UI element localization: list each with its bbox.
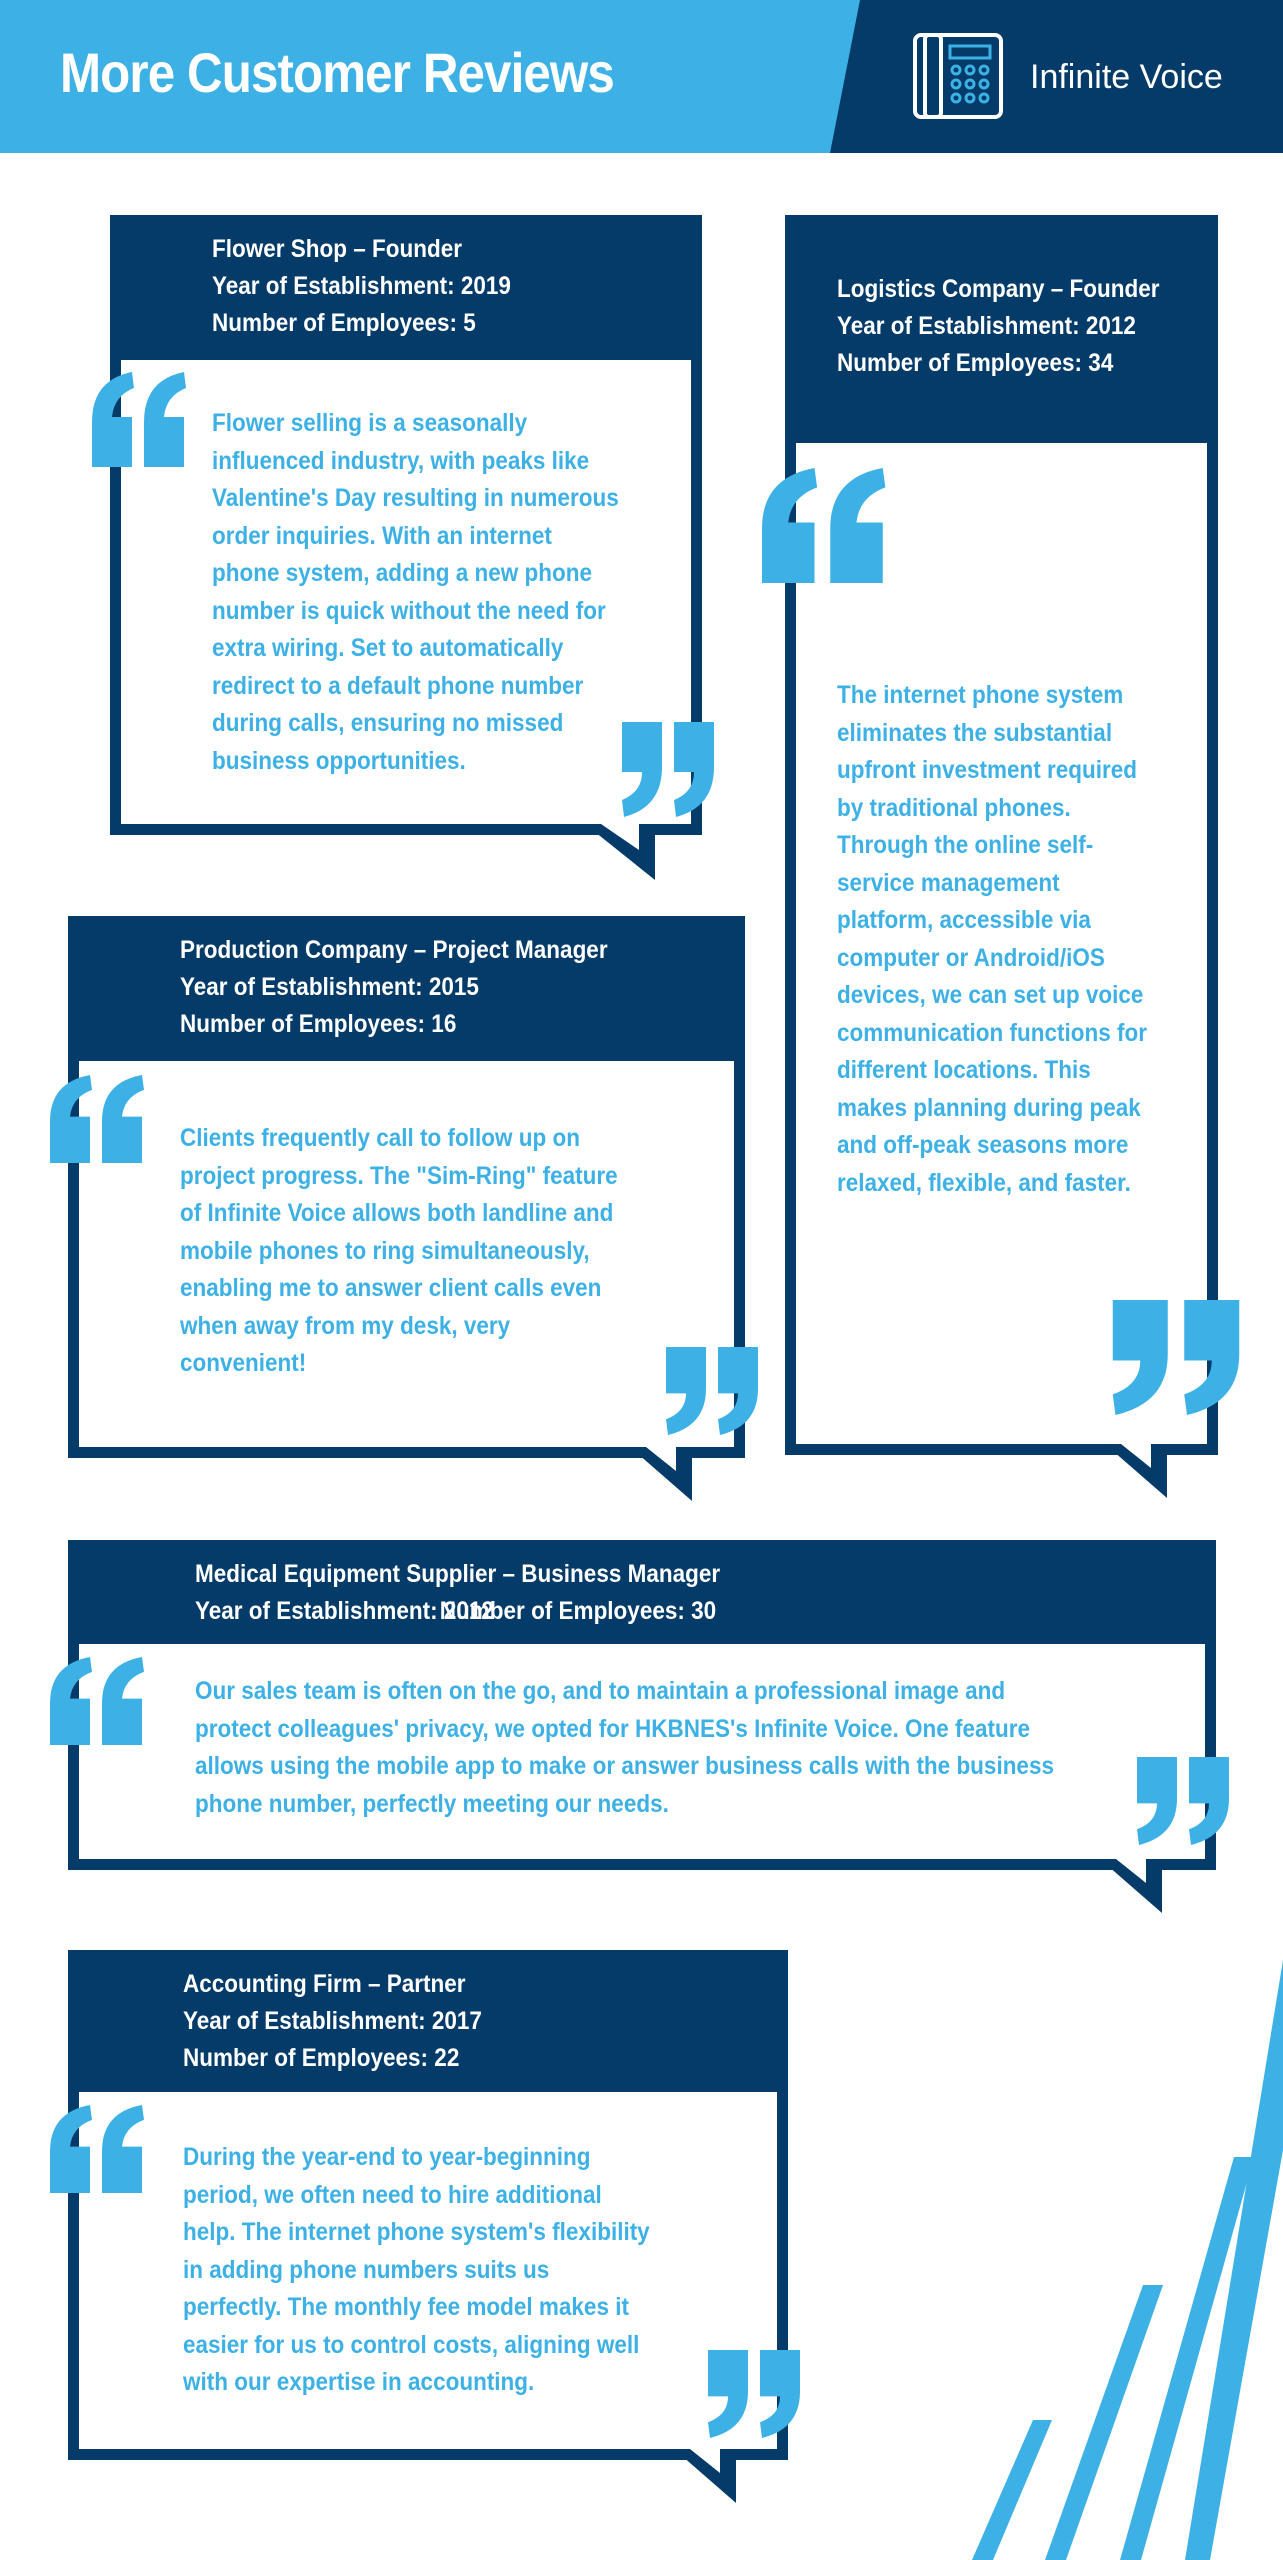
- employee-count: Number of Employees: 22: [183, 2044, 460, 2072]
- desk-phone-icon: [912, 32, 1004, 120]
- speech-tail: [585, 824, 655, 880]
- brand-name: Infinite Voice: [1030, 58, 1223, 96]
- open-quote-icon: [50, 1657, 146, 1745]
- review-quote: Clients frequently call to follow up on project progress. The "Sim-Ring" feature of Infinite Voice allows both landline and mobile phones to ring simultaneously, enabling me to answer client calls even when away from my desk, very convenient!: [180, 1124, 618, 1377]
- close-quote-icon: [1135, 1757, 1231, 1845]
- review-quote: During the year-end to year-beginning period, we often need to hire additional help. The internet phone system's flexibility in adding phone numbers suits us perfectly. The monthly fee model makes it easier for us to control costs, aligning well with our expertise in accounting.: [183, 2143, 650, 2396]
- close-quote-icon: [664, 1347, 760, 1435]
- open-quote-icon: [92, 372, 188, 467]
- review-quote: Flower selling is a seasonally influenced industry, with peaks like Valentine's Day resulting in numerous order inquiries. With an internet phone system, adding a new phone number is quick without the need for extra wiring. Set to automatically redirect to a default phone number during calls, ensuring no missed business opportunities.: [212, 409, 619, 775]
- open-quote-icon: [762, 468, 888, 583]
- reviewer-info: [195, 1556, 720, 1630]
- reviewer-info: [180, 932, 608, 1043]
- speech-tail: [1100, 1859, 1162, 1913]
- reviewer-role: Logistics Company – Founder: [837, 275, 1160, 303]
- reviewer-info: [183, 1966, 482, 2077]
- reviewer-role: Medical Equipment Supplier – Business Manager: [195, 1560, 721, 1588]
- review-quote: The internet phone system eliminates the substantial upfront investment required by traditional phones. Through the online self-service management platform, accessible via computer or Android/iOS devices, we can set up voice communication functions for different locations. This makes planning during peak and off-peak seasons more relaxed, flexible, and faster.: [837, 681, 1148, 1197]
- speech-tail: [630, 1447, 692, 1501]
- reviewer-info: [837, 271, 1160, 382]
- reviewer-info: [212, 231, 511, 342]
- open-quote-icon: [50, 1075, 146, 1163]
- close-quote-icon: [1110, 1300, 1242, 1415]
- speech-tail: [674, 2449, 736, 2503]
- establishment-year: Year of Establishment: 2012: [837, 312, 1136, 340]
- reviewer-role: Production Company – Project Manager: [180, 936, 608, 964]
- reviewer-role: Flower Shop – Founder: [212, 235, 463, 263]
- employee-count: Number of Employees: 34: [837, 349, 1114, 377]
- close-quote-icon: [620, 722, 716, 817]
- speech-tail: [1105, 1444, 1167, 1498]
- page-title: More Customer Reviews: [60, 41, 614, 104]
- reviewer-role: Accounting Firm – Partner: [183, 1970, 466, 1998]
- decorative-stripes: [960, 1960, 1283, 2560]
- establishment-year: Year of Establishment: 2019: [212, 272, 511, 300]
- close-quote-icon: [706, 2350, 802, 2438]
- review-quote: Our sales team is often on the go, and to maintain a professional image and protect colleagues' privacy, we opted for HKBNES's Infinite Voice. One feature allows using the mobile app to make or answer business calls with the business phone number, perfectly meeting our needs.: [195, 1677, 1054, 1818]
- employee-count: Number of Employees: 16: [180, 1010, 457, 1038]
- establishment-year: Year of Establishment: 2017: [183, 2007, 482, 2035]
- open-quote-icon: [50, 2105, 146, 2193]
- employee-count: Number of Employees: 5: [212, 309, 476, 337]
- establishment-year: Year of Establishment: 2012: [195, 1597, 494, 1625]
- establishment-year: Year of Establishment: 2015: [180, 973, 479, 1001]
- employee-count: Number of Employees: 30: [439, 1597, 717, 1625]
